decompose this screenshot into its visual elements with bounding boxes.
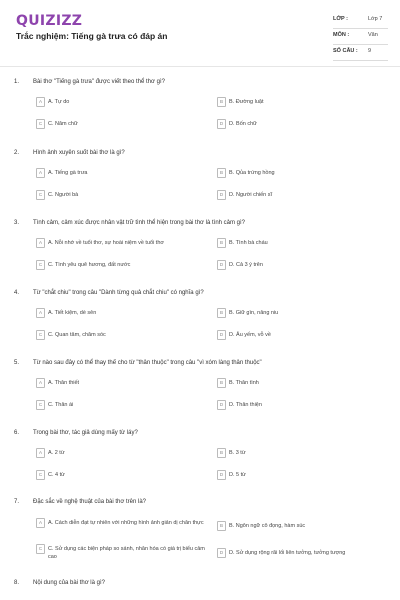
option-text: A. Cách diễn đạt tự nhiên với những hình ảnh giản dị chân thực xyxy=(48,520,204,526)
page-title: Trắc nghiệm: Tiếng gà trưa có đáp án xyxy=(16,31,168,41)
option-text: B. 3 từ xyxy=(229,450,246,456)
quizizz-logo: QUIZIZZ xyxy=(16,13,83,29)
option-text: B. Thân tình xyxy=(229,380,259,386)
option-letter-box: C xyxy=(36,470,45,480)
option-text: B. Giữ gìn, nâng niu xyxy=(229,310,279,316)
option-text: C. Người bà xyxy=(48,192,79,198)
option-text: C. 4 từ xyxy=(48,472,65,478)
meta-key: MÔN : xyxy=(333,32,350,38)
meta-value: Lớp 7 xyxy=(368,16,383,22)
option-text: D. Sử dụng rộng rãi lối liên tưởng, tưởng tượng xyxy=(229,550,346,556)
option-text: C. Năm chữ xyxy=(48,121,78,127)
option-text: A. Nỗi nhớ về tuổi thơ, sự hoài niệm về tuổi thơ xyxy=(48,240,165,246)
option-letter-box: A xyxy=(36,238,45,248)
option-text: B. Đường luật xyxy=(229,99,264,105)
option-letter-box: C xyxy=(36,330,45,340)
option-text: A. Tiết kiệm, dè sẻn xyxy=(48,310,97,316)
option-text: C. Sử dụng các biện pháp so sánh, nhân hóa có giá trị biểu cảm cao xyxy=(48,546,205,560)
question-text: Tình cảm, cảm xúc được nhân vật trữ tình thể hiện trong bài thơ là tình cảm gì? xyxy=(33,220,246,226)
header-divider xyxy=(0,66,400,67)
question-text: Trong bài thơ, tác giả dùng mấy từ láy? xyxy=(33,430,138,436)
option-letter-box: B xyxy=(217,97,226,107)
meta-row-count xyxy=(333,45,388,61)
meta-key: LỚP : xyxy=(333,16,348,22)
option-text: A. 2 từ xyxy=(48,450,65,456)
option-text: A. Tiếng gà trưa xyxy=(48,170,88,176)
question-number: 8. xyxy=(14,580,20,586)
question-text: Từ "chắt chiu" trong câu "Dành từng quả chắt chiu" có nghĩa gì? xyxy=(33,290,204,296)
option-letter-box: A xyxy=(36,308,45,318)
option-letter-box: D xyxy=(217,330,226,340)
option-letter-box: A xyxy=(36,448,45,458)
option-letter-box: C xyxy=(36,190,45,200)
option-letter-box: D xyxy=(217,260,226,270)
option-letter-box: B xyxy=(217,448,226,458)
question-number: 7. xyxy=(14,499,20,505)
option-text: D. Thân thiện xyxy=(229,402,262,408)
option-letter-box: C xyxy=(36,400,45,410)
question-text: Hình ảnh xuyên suốt bài thơ là gì? xyxy=(33,150,125,156)
option-letter-box: D xyxy=(217,400,226,410)
option-text: D. Âu yếm, vỗ về xyxy=(229,332,271,338)
option-text: A. Tự do xyxy=(48,99,70,105)
option-letter-box: B xyxy=(217,168,226,178)
option-letter-box: B xyxy=(217,521,226,531)
option-letter-box: A xyxy=(36,518,45,528)
question-text: Đặc sắc về nghệ thuật của bài thơ trên là? xyxy=(33,499,147,505)
question-number: 5. xyxy=(14,360,20,366)
option-text: D. Bốn chữ xyxy=(229,121,257,127)
option-letter-box: A xyxy=(36,168,45,178)
option-text: C. Thân ái xyxy=(48,402,74,408)
option-text: A. Thân thiết xyxy=(48,380,80,386)
option-letter-box: C xyxy=(36,260,45,270)
option-text: D. Người chiến sĩ xyxy=(229,192,273,198)
option-letter-box: D xyxy=(217,190,226,200)
option-text: B. Ngôn ngữ cô đọng, hàm súc xyxy=(229,523,306,529)
option-letter-box: D xyxy=(217,470,226,480)
option-text: C. Quan tâm, chăm sóc xyxy=(48,332,106,338)
question-text: Từ nào sau đây có thể thay thế cho từ "thân thuộc" trong câu "vì xóm làng thân thuộc" xyxy=(33,360,262,366)
question-number: 2. xyxy=(14,150,20,156)
meta-key: SỐ CÂU : xyxy=(333,48,358,54)
option-letter-box: A xyxy=(36,378,45,388)
option-letter-box: D xyxy=(217,119,226,129)
option-letter-box: D xyxy=(217,548,226,558)
meta-value: 9 xyxy=(368,48,372,54)
question-text: Nội dung của bài thơ là gì? xyxy=(33,580,105,586)
option-letter-box: C xyxy=(36,544,45,554)
option-letter-box: B xyxy=(217,308,226,318)
option-text: D. 5 từ xyxy=(229,472,246,478)
meta-row-class xyxy=(333,13,388,29)
question-text: Bài thơ "Tiếng gà trưa" được viết theo thể thơ gì? xyxy=(33,79,165,85)
question-number: 1. xyxy=(14,79,20,85)
option-text: B. Qủa trứng hồng xyxy=(229,170,275,176)
option-letter-box: B xyxy=(217,378,226,388)
question-number: 4. xyxy=(14,290,20,296)
question-number: 6. xyxy=(14,430,20,436)
option-text: D. Cả 3 ý trên xyxy=(229,262,263,268)
option-letter-box: A xyxy=(36,97,45,107)
question-number: 3. xyxy=(14,220,20,226)
option-letter-box: B xyxy=(217,238,226,248)
meta-row-subject xyxy=(333,29,388,45)
option-text: C. Tình yêu quê hương, đất nước xyxy=(48,262,131,268)
meta-info xyxy=(333,13,388,61)
meta-value: Văn xyxy=(368,32,378,38)
option-text: B. Tình bà cháu xyxy=(229,240,268,246)
option-letter-box: C xyxy=(36,119,45,129)
